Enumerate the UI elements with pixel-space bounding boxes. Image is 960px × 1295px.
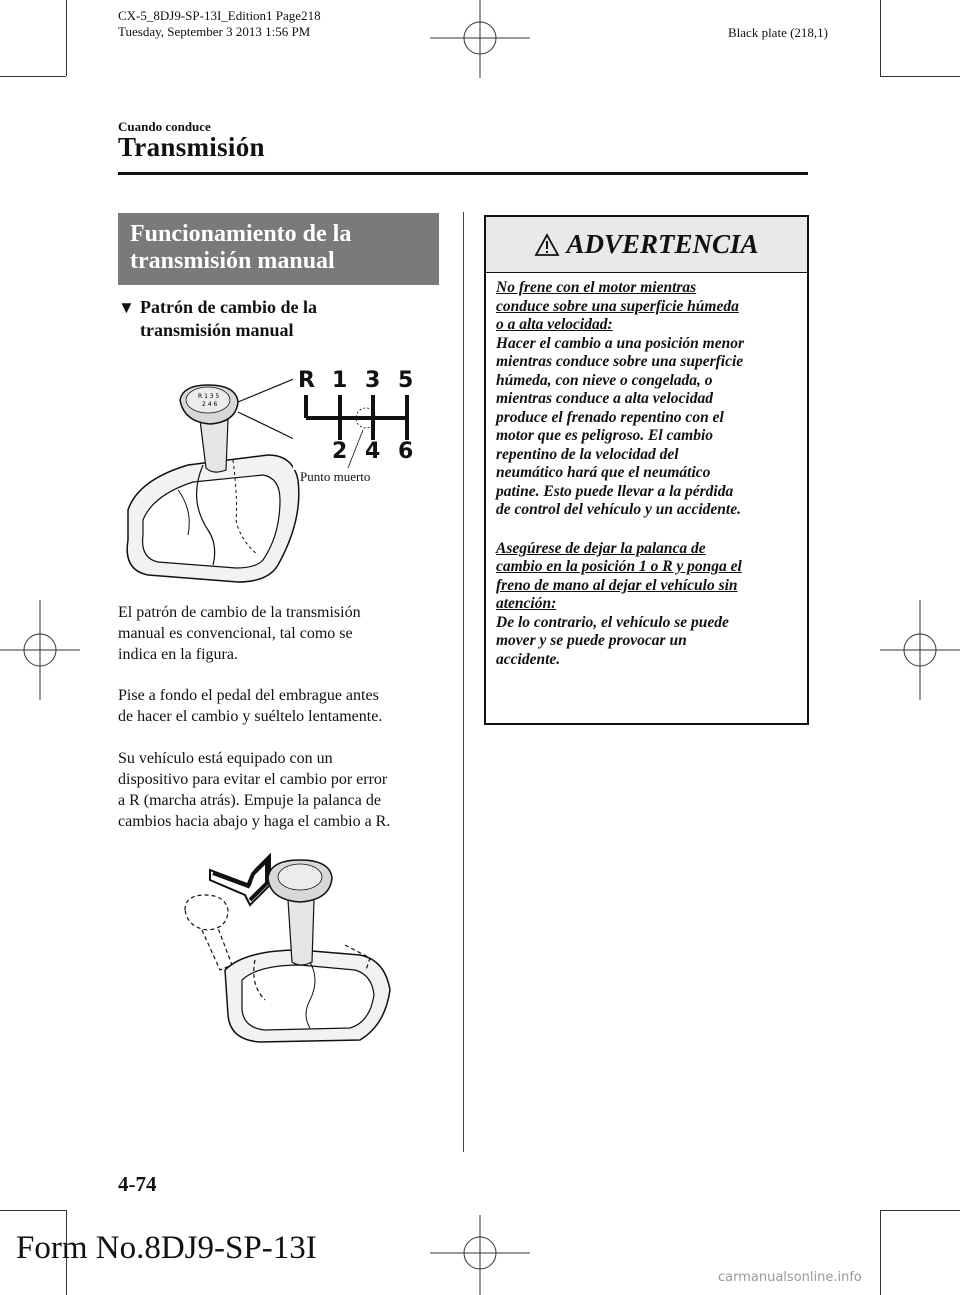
text-line: a R (marcha atrás). Empuje la palanca de (118, 792, 381, 809)
warning-line: mientras conduce a alta velocidad (496, 390, 713, 407)
subheading-line: Patrón de cambio de la (140, 297, 317, 317)
gear-label: 4 (365, 439, 381, 464)
warning-subheading: conduce sobre una superficie húmeda (496, 297, 739, 315)
crop-mark (880, 0, 881, 76)
text-line: Pise a fondo el pedal del embrague antes (118, 687, 379, 704)
spacer (496, 520, 799, 540)
text-line: dispositivo para evitar el cambio por error (118, 771, 388, 788)
print-meta-line: CX-5_8DJ9-SP-13I_Edition1 Page218 (118, 8, 321, 23)
paragraph (118, 685, 458, 727)
topic-heading (118, 213, 439, 285)
text-line: manual es convencional, tal como se (118, 625, 353, 642)
page-title: Transmisión (118, 132, 265, 162)
print-meta (118, 8, 321, 40)
svg-text:2 4 6: 2 4 6 (202, 401, 218, 408)
warning-line: accidente. (496, 650, 561, 668)
crop-mark (66, 0, 67, 76)
crop-mark (880, 76, 960, 77)
warning-subheading: freno de mano al dejar el vehículo sin (496, 576, 738, 594)
watermark: carmanualsonline.info (718, 1270, 862, 1285)
registration-mark-right (880, 600, 960, 700)
warning-line: patine. Esto puede llevar a la pérdida (496, 482, 734, 500)
gear-label: 2 (332, 439, 348, 464)
subheading-line: transmisión manual (140, 320, 294, 340)
crop-mark (880, 1210, 881, 1295)
print-meta-line: Tuesday, September 3 2013 1:56 PM (118, 24, 311, 39)
warning-subheading: No frene con el motor mientras (496, 279, 697, 296)
form-number: Form No.8DJ9-SP-13I (16, 1230, 317, 1266)
subheading (118, 296, 448, 342)
warning-line: neumático hará que el neumático (496, 464, 711, 481)
crop-mark (0, 76, 66, 77)
warning-line: repentino de la velocidad del (496, 445, 679, 463)
gear-label: R (298, 368, 315, 393)
warning-triangle-icon (534, 233, 560, 257)
warning-subheading: atención: (496, 595, 557, 612)
topic-heading-line: Funcionamiento de la (130, 221, 352, 247)
registration-mark-top (430, 0, 530, 100)
warning-line: de control del vehículo y un accidente. (496, 501, 741, 518)
warning-line: Hacer el cambio a una posición menor (496, 334, 744, 352)
paragraph (118, 748, 458, 832)
gear-label: 3 (365, 368, 381, 393)
text-line: Su vehículo está equipado con un (118, 750, 333, 767)
crop-mark (880, 1210, 960, 1211)
paragraph (118, 602, 458, 665)
column-divider (463, 212, 464, 1152)
svg-text:R 1 3 5: R 1 3 5 (198, 393, 220, 400)
topic-heading-line: transmisión manual (130, 248, 335, 274)
crop-mark (0, 1210, 66, 1211)
section-label: Cuando conduce (118, 119, 211, 134)
gear-label: 5 (398, 368, 414, 393)
page-number: 4-74 (118, 1172, 157, 1196)
warning-box (484, 215, 809, 725)
warning-title: ADVERTENCIA (566, 229, 759, 259)
neutral-label: Punto muerto (300, 469, 371, 484)
warning-subheading: cambio en la posición 1 o R y ponga el (496, 558, 742, 575)
warning-line: motor que es peligroso. El cambio (496, 427, 713, 444)
title-rule (118, 172, 808, 175)
text-line: indica en la figura. (118, 646, 238, 663)
warning-line: produce el frenado repentino con el (496, 408, 724, 426)
warning-line: mover y se puede provocar un (496, 632, 687, 649)
reverse-shift-figure (170, 850, 420, 1050)
plate-label: Black plate (218,1) (728, 25, 828, 40)
gear-label: 1 (332, 368, 348, 393)
triangle-marker-icon: ▼ (118, 298, 135, 317)
shift-pattern-figure (118, 360, 448, 590)
text-line: de hacer el cambio y suéltelo lentamente. (118, 708, 383, 725)
warning-line: húmeda, con nieve o congelada, o (496, 371, 713, 389)
warning-header (486, 217, 807, 273)
warning-line: mientras conduce sobre una superficie (496, 353, 744, 370)
registration-mark-bottom (430, 1195, 530, 1295)
text-line: El patrón de cambio de la transmisión (118, 604, 361, 621)
warning-line: De lo contrario, el vehículo se puede (496, 613, 729, 631)
text-line: cambios hacia abajo y haga el cambio a R. (118, 813, 391, 830)
registration-mark-left (0, 600, 100, 700)
warning-subheading: Asegúrese de dejar la palanca de (496, 539, 706, 557)
warning-subheading: o a alta velocidad: (496, 316, 613, 333)
gear-label: 6 (398, 439, 414, 464)
warning-body (486, 273, 807, 669)
